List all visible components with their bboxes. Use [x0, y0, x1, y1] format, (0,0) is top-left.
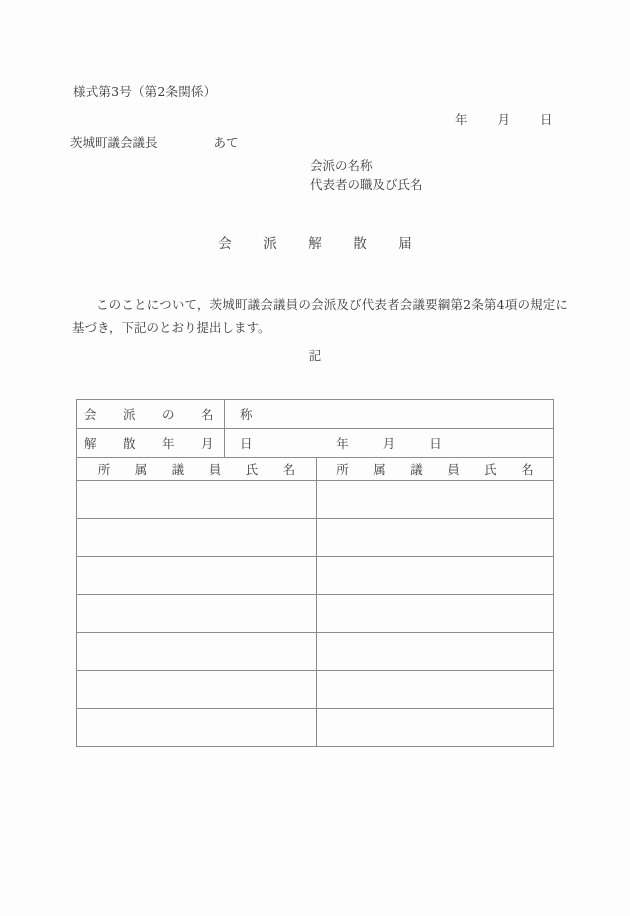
dissolution-year-label: 年 [336, 436, 349, 451]
table-row [77, 671, 554, 709]
table-row [77, 633, 554, 671]
member-name-cell-right[interactable] [317, 481, 554, 519]
date-day-label: 日 [540, 112, 553, 127]
member-header-left: 所 属 議 員 氏 名 [77, 458, 317, 481]
ki-marker: 記 [308, 348, 322, 363]
dissolution-date-label-cell: 解 散 年 月 日 [77, 429, 225, 458]
member-header-right: 所 属 議 員 氏 名 [317, 458, 554, 481]
date-year-label: 年 [455, 112, 468, 127]
table-row [77, 519, 554, 557]
member-name-cell-right[interactable] [317, 557, 554, 595]
member-name-cell-right[interactable] [317, 595, 554, 633]
member-name-cell-left[interactable] [77, 519, 317, 557]
table-row [77, 481, 554, 519]
form-table [76, 399, 554, 747]
member-name-cell-right[interactable] [317, 519, 554, 557]
group-name-label-cell: 会 派 の 名 称 [77, 400, 225, 429]
member-name-cell-left[interactable] [77, 633, 317, 671]
body-paragraph: このことについて，茨城町議会議員の会派及び代表者会議要綱第2条第4項の規定に基づき，下記のとおり提出します。 [72, 297, 568, 335]
member-name-cell-right[interactable] [317, 671, 554, 709]
dissolution-day-label: 日 [429, 436, 442, 451]
member-name-cell-left[interactable] [77, 557, 317, 595]
table-row-group-name [77, 400, 554, 429]
dissolution-month-label: 月 [382, 436, 396, 451]
dissolution-date-value-cell[interactable] [225, 429, 554, 458]
member-name-cell-left[interactable] [77, 595, 317, 633]
table-row [77, 709, 554, 747]
member-name-cell-left[interactable] [77, 481, 317, 519]
addressee-line [70, 133, 239, 151]
member-name-cell-right[interactable] [317, 633, 554, 671]
submitter-representative-label: 代表者の職及び氏名 [310, 177, 423, 192]
member-name-cell-left[interactable] [77, 709, 317, 747]
table-row-member-headers [77, 458, 554, 481]
addressee-suffix: あて [213, 135, 239, 150]
document-title: 会 派 解 散 届 [218, 236, 421, 252]
table-row [77, 595, 554, 633]
member-name-cell-right[interactable] [317, 709, 554, 747]
table-row-dissolution-date [77, 429, 554, 458]
group-name-value-cell[interactable] [225, 400, 554, 429]
addressee-recipient: 茨城町議会議長 [70, 135, 158, 150]
table-row [77, 557, 554, 595]
submitter-block [310, 156, 423, 194]
date-month-label: 月 [497, 112, 511, 127]
submission-date-line [455, 110, 553, 128]
member-name-cell-left[interactable] [77, 671, 317, 709]
form-number: 様式第3号（第2条関係） [73, 84, 217, 99]
submitter-group-name-label: 会派の名称 [310, 158, 373, 173]
